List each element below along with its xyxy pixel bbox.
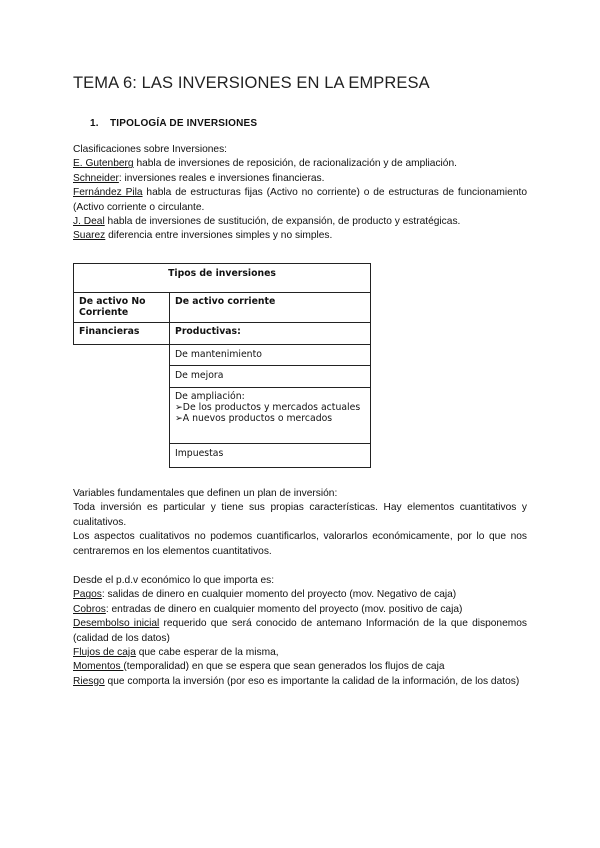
- table-border: [73, 322, 371, 323]
- table-border: [73, 263, 371, 264]
- table-border: [370, 263, 371, 468]
- table-cell-productivas: Productivas:: [175, 326, 241, 337]
- pdv-term: Flujos de caja: [73, 647, 136, 659]
- pdv-text: : entradas de dinero en cualquier momento del proyecto (mov. positivo de caja): [105, 603, 463, 615]
- author-name: J. Deal: [73, 216, 105, 228]
- author-name: Schneider: [73, 172, 119, 184]
- ampliacion-label: De ampliación:: [175, 391, 245, 402]
- variables-paragraph: Los aspectos cualitativos no podemos cuantificarlos, valorarlos económicamente, por lo que nos centraremos en los elementos cuantitativos.: [73, 531, 527, 557]
- table-cell-mantenimiento: De mantenimiento: [175, 349, 262, 360]
- table-border: [169, 365, 371, 366]
- table-border: [169, 292, 170, 468]
- pdv-block: [73, 574, 527, 689]
- ampliacion-subitem: ➢De los productos y mercados actuales: [175, 402, 361, 413]
- table-col2-header: De activo corriente: [175, 296, 276, 307]
- table-cell-mejora: De mejora: [175, 370, 224, 381]
- pdv-text: (temporalidad) en que se espera que sean generados los flujos de caja: [123, 661, 445, 673]
- clasificacion-item: [73, 186, 527, 215]
- pdv-text: que comporta la inversión (por eso es importante la calidad de la información, de los datos): [104, 675, 520, 687]
- pdv-item: [73, 588, 527, 602]
- section-heading: [90, 118, 257, 129]
- pdv-term: Momentos: [73, 661, 124, 673]
- clasificacion-text: habla de inversiones de sustitución, de expansión, de producto y estratégicas.: [104, 216, 461, 228]
- table-header: Tipos de inversiones: [168, 268, 276, 279]
- author-name: Suarez: [73, 230, 106, 242]
- table-border: [73, 344, 371, 345]
- variables-intro: Variables fundamentales que definen un plan de inversión:: [73, 488, 338, 499]
- clasificacion-item: [73, 157, 527, 171]
- variables-paragraph: Toda inversión es particular y tiene sus propias características. Hay elementos cuantitativos y cualitativos.: [73, 502, 527, 528]
- section-number: 1.: [90, 118, 99, 129]
- clasificacion-item: [73, 229, 527, 243]
- pdv-text: : salidas de dinero en cualquier momento del proyecto (mov. Negativo de caja): [101, 589, 457, 601]
- pdv-term: Pagos: [73, 589, 102, 601]
- table-border: [169, 467, 371, 468]
- clasificacion-item: [73, 215, 527, 229]
- table-border: [73, 292, 371, 293]
- pdv-item: [73, 617, 527, 646]
- table-cell-ampliacion: [171, 389, 369, 426]
- pdv-item: [73, 603, 527, 617]
- investment-types-table: [73, 263, 371, 468]
- clasificacion-text: habla de estructuras fijas (Activo no corriente) o de estructuras de funcionamiento (Activo corriente o circulante.: [73, 187, 527, 213]
- section-heading-text: TIPOLOGÍA DE INVERSIONES: [110, 118, 258, 129]
- page-title: TEMA 6: LAS INVERSIONES EN LA EMPRESA: [73, 74, 430, 92]
- pdv-term: Riesgo: [73, 675, 105, 687]
- pdv-item: [73, 646, 527, 660]
- variables-block: [73, 487, 527, 559]
- clasificacion-text: diferencia entre inversiones simples y no simples.: [105, 230, 333, 242]
- table-border: [169, 443, 371, 444]
- clasificacion-text: : inversiones reales e inversiones financieras.: [118, 172, 325, 184]
- table-cell-financieras: Financieras: [79, 326, 140, 337]
- pdv-text: requerido que será conocido de antemano Información de la que disponemos (calidad de los datos): [73, 618, 527, 644]
- table-cell-impuestas: Impuestas: [175, 448, 224, 459]
- ampliacion-subitem: ➢A nuevos productos o mercados: [175, 413, 333, 424]
- clasificacion-text: habla de inversiones de reposición, de racionalización y de ampliación.: [133, 158, 457, 170]
- author-name: Fernández Pila: [73, 187, 143, 199]
- pdv-item: [73, 660, 527, 674]
- clasificaciones-block: [73, 143, 527, 244]
- pdv-text: que cabe esperar de la misma,: [135, 647, 279, 659]
- clasificacion-item: [73, 172, 527, 186]
- pdv-intro: Desde el p.d.v económico lo que importa es:: [73, 575, 275, 586]
- table-border: [169, 387, 371, 388]
- pdv-term: Cobros: [73, 603, 106, 615]
- pdv-term: Desembolso inicial: [73, 618, 160, 630]
- pdv-item: [73, 675, 527, 689]
- clasificaciones-intro: Clasificaciones sobre Inversiones:: [73, 144, 228, 155]
- author-name: E. Gutenberg: [73, 158, 134, 170]
- table-col1-header: De activo No Corriente: [79, 296, 146, 318]
